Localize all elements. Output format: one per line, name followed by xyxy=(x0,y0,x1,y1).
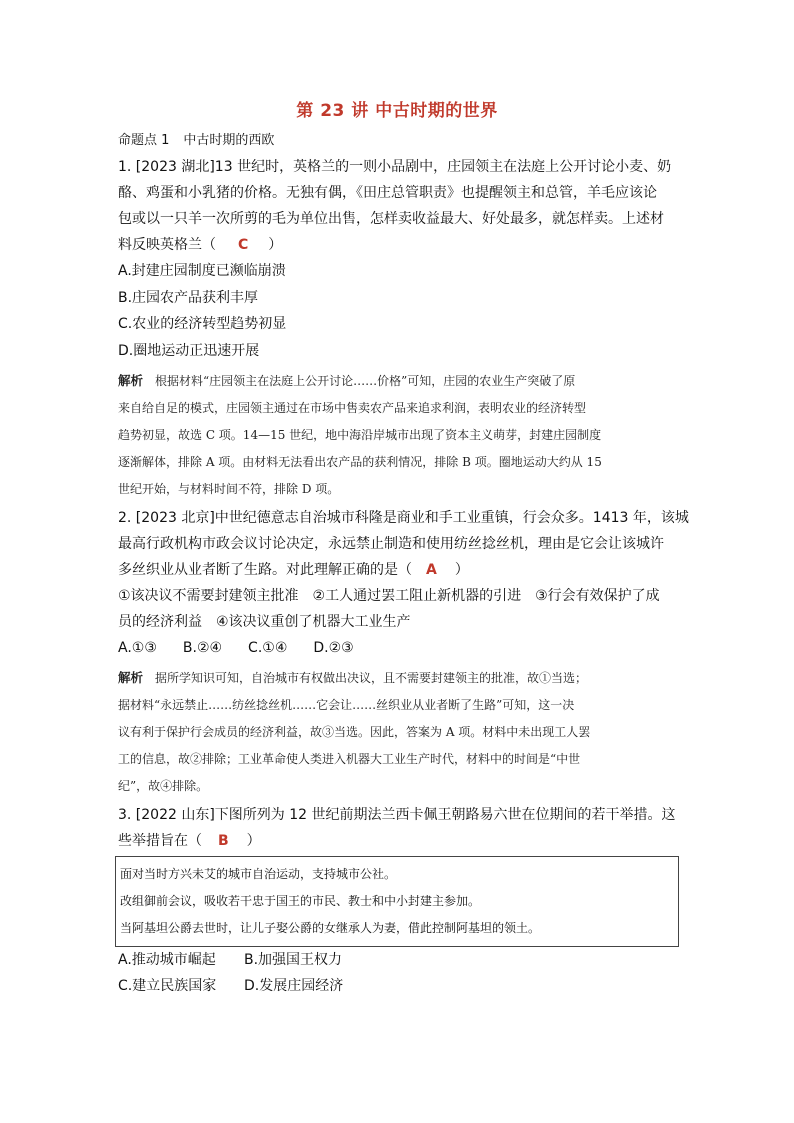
question-line-text: ） xyxy=(454,562,469,578)
option-c: C.建立民族国家 xyxy=(118,978,217,994)
section-label: 命题点 1 xyxy=(118,133,170,148)
option-c: C.①④ xyxy=(248,640,288,656)
question-line: 2. [2023 北京]中世纪德意志自治城市科隆是商业和手工业重镇，行会众多。1413 年，该城 xyxy=(118,510,689,526)
analysis-line: 来自给自足的模式，庄园领主通过在市场中售卖农产品来追求利润，表明农业的经济转型 xyxy=(118,401,587,415)
question-3 xyxy=(118,802,678,1000)
question-line-text: 些举措旨在（ xyxy=(118,832,202,849)
options-row xyxy=(118,635,678,662)
analysis-label: 解析 xyxy=(118,373,144,388)
analysis-line: 逐渐解体，排除 A 项。由材料无法看出农产品的获利情况，排除 B 项。圈地运动大约从 15 xyxy=(118,455,602,469)
option-d: D.发展庄园经济 xyxy=(244,978,344,994)
option-c: C.农业的经济转型趋势初显 xyxy=(118,316,287,332)
section-heading xyxy=(118,128,678,154)
document-body xyxy=(118,128,689,1000)
analysis-line: 趋势初显，故选 C 项。14—15 世纪，地中海沿岸城市出现了资本主义萌芽，封建庄园制度 xyxy=(118,428,602,442)
measures-box xyxy=(115,856,679,947)
option-d: D.②③ xyxy=(313,640,354,656)
question-1 xyxy=(118,154,678,503)
analysis-line: 世纪开始，与材料时间不符，排除 D 项。 xyxy=(118,482,340,496)
answer-mark: B xyxy=(218,832,229,849)
analysis-line: 据材料“永远禁止……纺丝捻丝机……它会让……丝织业从业者断了生路”可知，这一决 xyxy=(118,697,575,712)
statement-line: ①该决议不需要封建领主批准 ②工人通过罢工阻止新机器的引进 ③行会有效保护了成 xyxy=(118,588,660,604)
analysis-line xyxy=(118,367,678,395)
statement-line: 员的经济利益 ④该决议重创了机器大工业生产 xyxy=(118,614,411,630)
analysis-line xyxy=(118,664,678,692)
analysis-text: 根据材料“庄园领主在法庭上公开讨论……价格”可知，庄园的农业生产突破了原 xyxy=(155,374,576,388)
question-line-text: 料反映英格兰（ xyxy=(118,237,216,253)
answer-mark: A xyxy=(426,562,437,578)
question-line-text: 多丝织业从业者断了生路。对此理解正确的是（ xyxy=(118,562,412,578)
option-b: B.庄园农产品获利丰厚 xyxy=(118,289,259,306)
options-row xyxy=(118,973,678,1000)
question-2 xyxy=(118,505,689,800)
answer-mark: C xyxy=(238,237,249,253)
analysis-line: 纪”，故④排除。 xyxy=(118,778,209,793)
analysis-line: 议有利于保护行会成员的经济利益，故③当选。因此，答案为 A 项。材料中未出现工人罢 xyxy=(118,724,591,739)
analysis-block xyxy=(118,664,678,800)
question-line: 包或以一只羊一次所剪的毛为单位出售，怎样卖收益最大、好处最多，就怎样卖。上述材 xyxy=(118,211,664,227)
analysis-label: 解析 xyxy=(118,669,144,685)
measure-item: 当阿基坦公爵去世时，让儿子娶公爵的女继承人为妻，借此控制阿基坦的领土。 xyxy=(120,920,541,935)
measure-item: 面对当时方兴未艾的城市自治运动，支持城市公社。 xyxy=(120,866,397,881)
options-row xyxy=(118,947,678,974)
lesson-title: 第 23 讲 中古时期的世界 xyxy=(296,101,498,121)
question-line: 3. [2022 山东]下图所列为 12 世纪前期法兰西卡佩王朝路易六世在位期间的若干举措。这 xyxy=(118,806,676,823)
analysis-block xyxy=(118,367,678,503)
option-b: B.②④ xyxy=(182,640,223,656)
option-a: A.封建庄园制度已濒临崩溃 xyxy=(118,263,286,279)
question-line xyxy=(118,232,678,258)
option-a: A.推动城市崛起 xyxy=(118,951,216,968)
measure-item: 改组御前会议，吸收若干忠于国王的市民、教士和中小封建主参加。 xyxy=(120,893,481,908)
question-line-text: ） xyxy=(246,832,261,849)
question-line: 最高行政机构市政会议讨论决定，永远禁止制造和使用纺丝捻丝机，理由是它会让该城许 xyxy=(118,536,664,552)
analysis-line: 工的信息，故②排除；工业革命使人类进入机器大工业生产时代，材料中的时间是“中世 xyxy=(118,751,581,766)
question-line: 酪、鸡蛋和小乳猪的价格。无独有偶，《田庄总管职责》也提醒领主和总管，羊毛应该论 xyxy=(118,185,657,201)
option-b: B.加强国王权力 xyxy=(244,951,343,968)
analysis-text: 据所学知识可知，自治城市有权做出决议，且不需要封建领主的批准，故①当选； xyxy=(155,670,588,685)
question-line xyxy=(118,828,678,854)
question-line xyxy=(118,557,678,583)
question-line: 1. [2023 湖北]13 世纪时，英格兰的一则小品剧中，庄园领主在法庭上公开讨论小麦、奶 xyxy=(118,159,672,175)
option-a: A.①③ xyxy=(118,640,157,656)
question-line-text: ） xyxy=(268,237,283,253)
section-name: 中古时期的西欧 xyxy=(183,133,275,148)
option-d: D.圈地运动正迅速开展 xyxy=(118,342,260,359)
